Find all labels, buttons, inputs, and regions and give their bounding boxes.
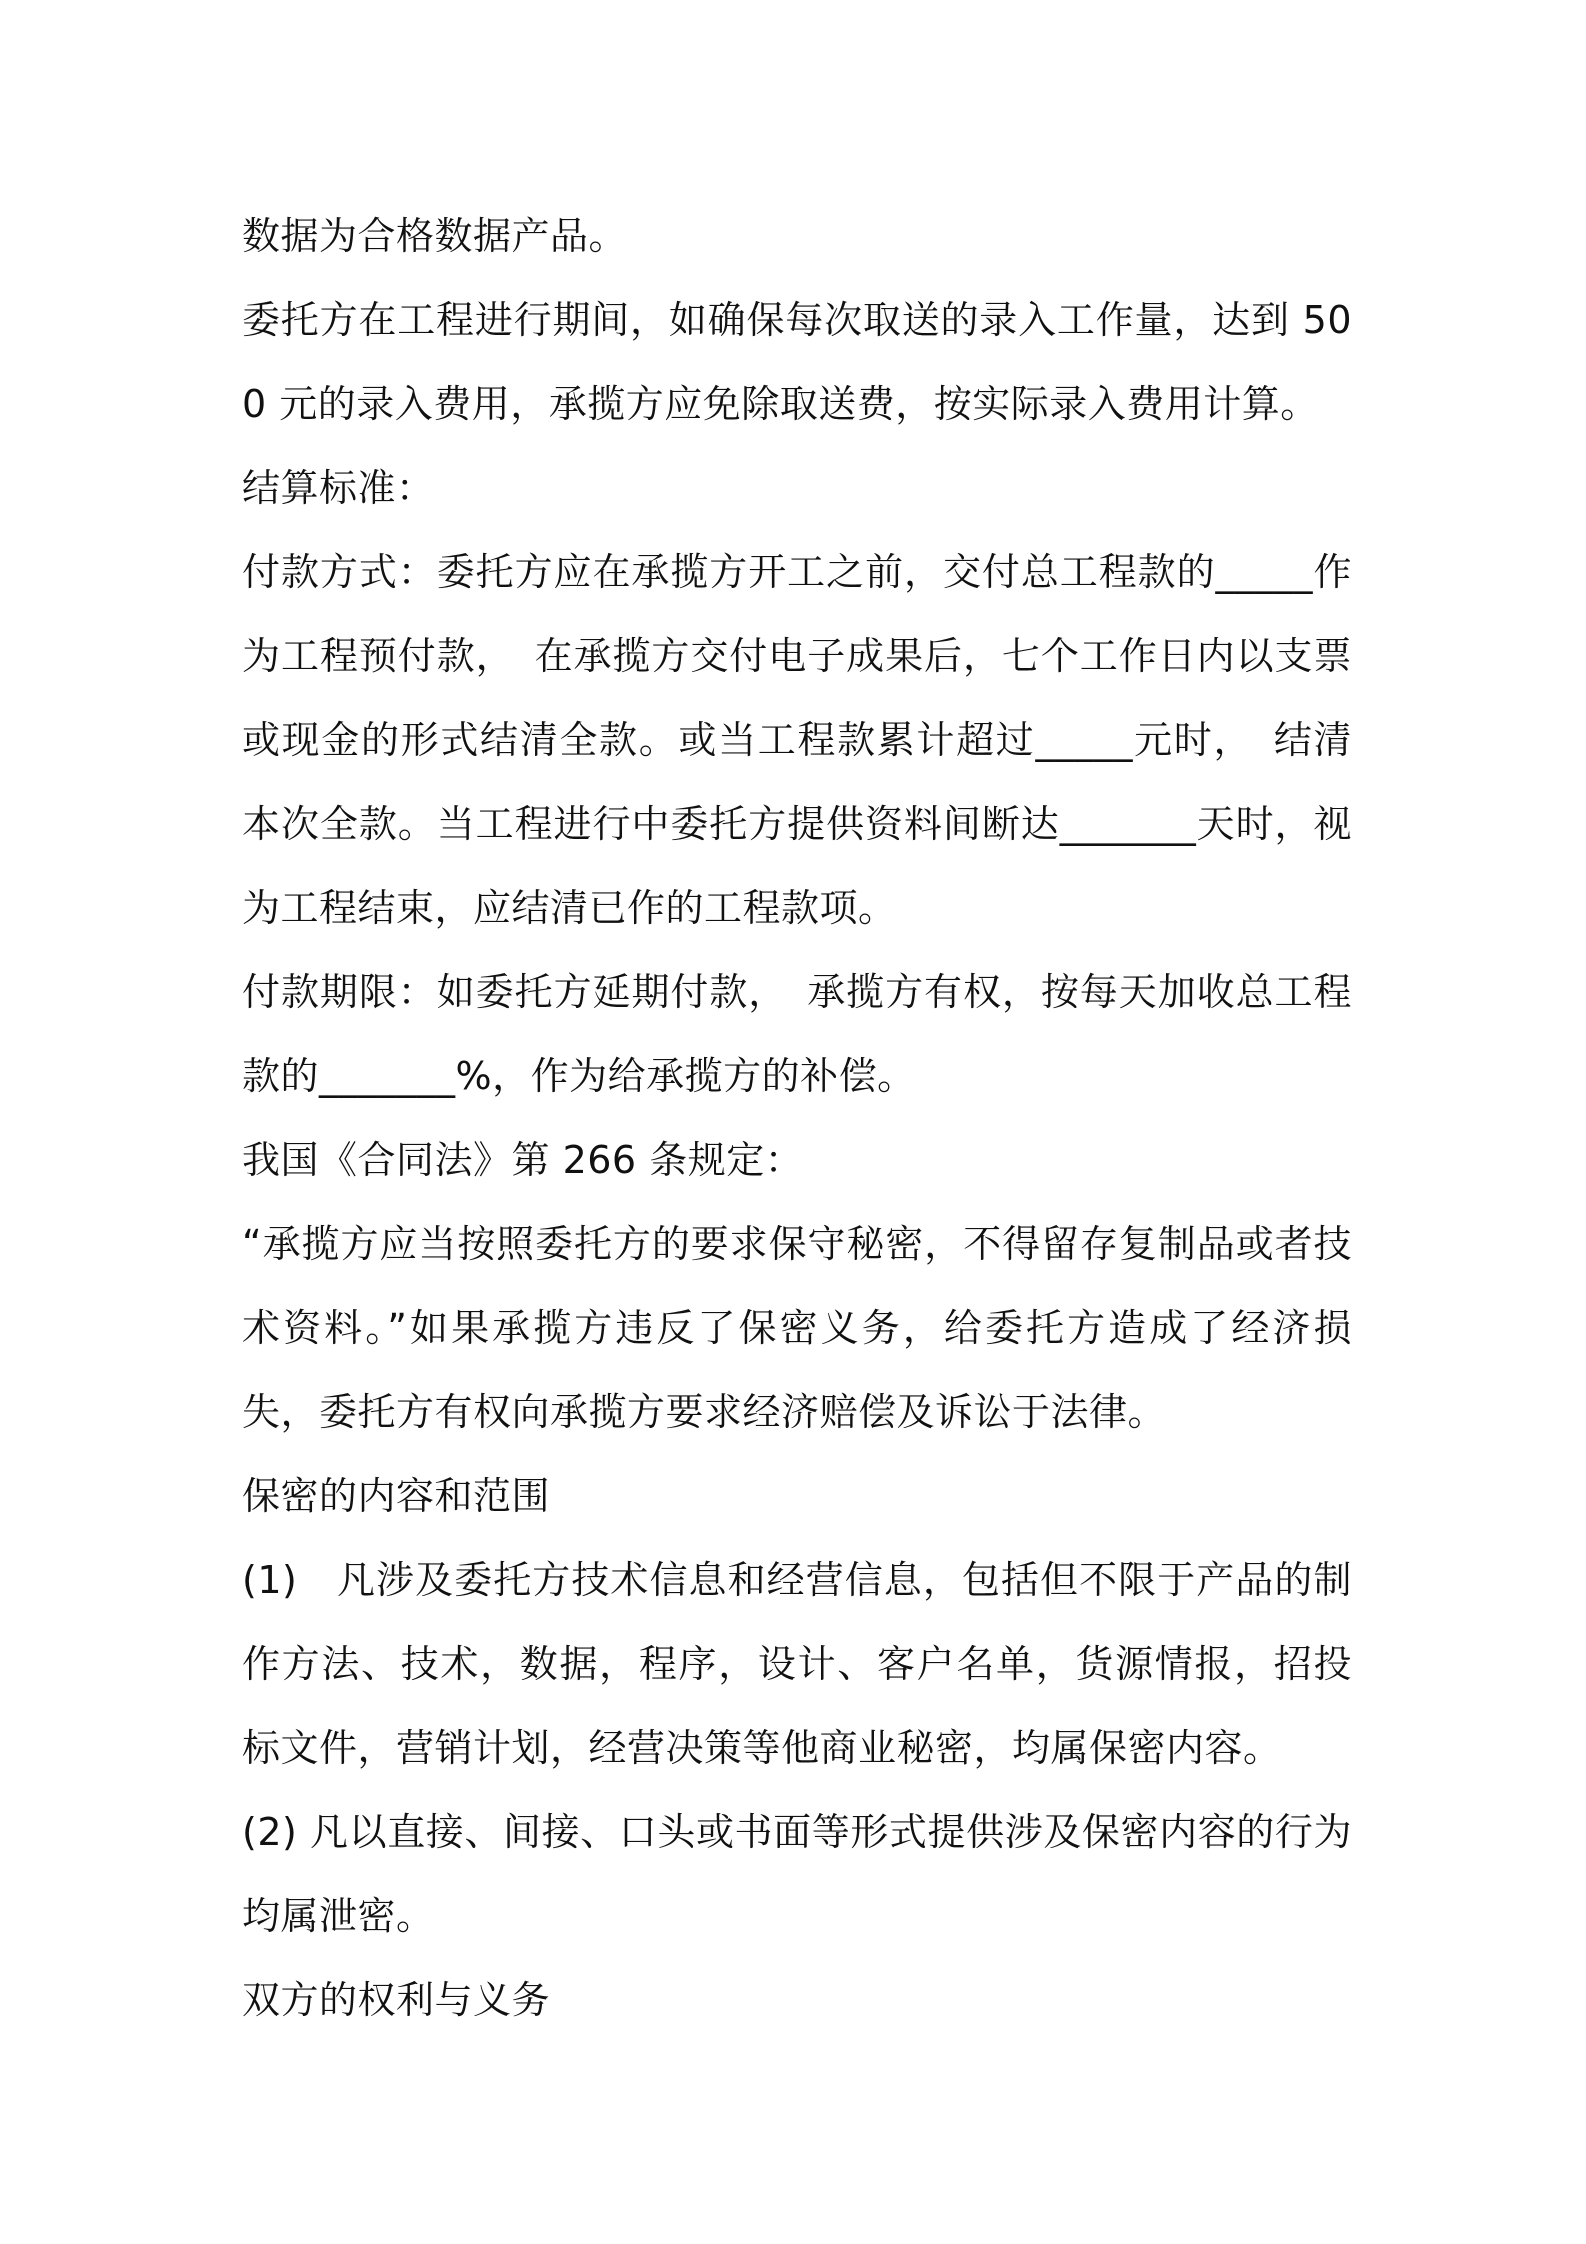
paragraph-qualified-data: 数据为合格数据产品。 bbox=[242, 214, 628, 258]
heading-settlement-standard: 结算标准： bbox=[242, 466, 435, 510]
paragraph-scope-item-1: (1) 凡涉及委托方技术信息和经营信息，包括但不限于产品的制作方法、技术，数据，程序，设计、客户名单，货源情报，招投标文件，营销计划，经营决策等他商业秘密，均属保密内容。 bbox=[242, 1558, 1352, 1770]
document-body bbox=[242, 194, 1352, 2042]
paragraph-contract-law-article: 我国《合同法》第 266 条规定： bbox=[242, 1138, 804, 1182]
heading-rights-obligations: 双方的权利与义务 bbox=[242, 1978, 551, 2022]
paragraph-confidentiality-quote: “承揽方应当按照委托方的要求保守秘密，不得留存复制品或者技术资料。”如果承揽方违反了保密义务，给委托方造成了经济损失，委托方有权向承揽方要求经济赔偿及诉讼于法律。 bbox=[242, 1222, 1352, 1434]
paragraph-payment-deadline: 付款期限：如委托方延期付款， 承揽方有权，按每天加收总工程款的_______%，作为给承揽方的补偿。 bbox=[242, 970, 1352, 1098]
paragraph-scope-item-2: (2) 凡以直接、间接、口头或书面等形式提供涉及保密内容的行为均属泄密。 bbox=[242, 1810, 1352, 1938]
paragraph-delivery-fee: 委托方在工程进行期间，如确保每次取送的录入工作量，达到 500 元的录入费用，承揽方应免除取送费，按实际录入费用计算。 bbox=[242, 298, 1352, 426]
heading-confidentiality-scope: 保密的内容和范围 bbox=[242, 1474, 551, 1518]
paragraph-payment-method: 付款方式：委托方应在承揽方开工之前，交付总工程款的_____作为工程预付款， 在承揽方交付电子成果后，七个工作日内以支票或现金的形式结清全款。或当工程款累计超过_____元时， 结清本次全款。当工程进行中委托方提供资料间断达_______天时，视为工程结束，应结清已作的工程款项。 bbox=[242, 550, 1352, 930]
